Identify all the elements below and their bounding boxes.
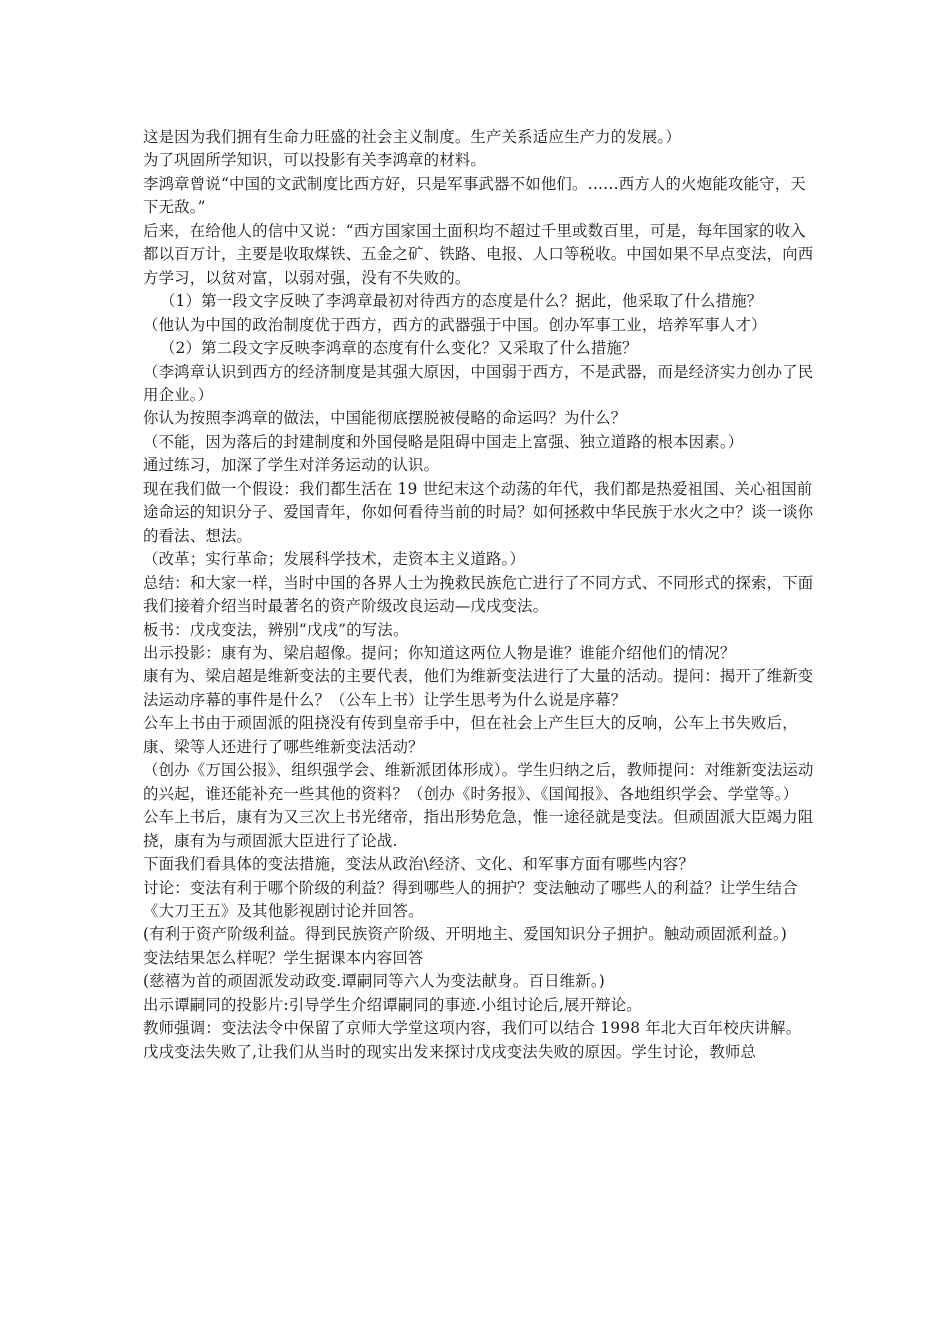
paragraph: 总结：和大家一样，当时中国的各界人士为挽救民族危亡进行了不同方式、不同形式的探索，下面我们接着介绍当时最著名的资产阶级改良运动—戊戌变法。 [143,573,814,616]
paragraph: （不能，因为落后的封建制度和外国侵略是阻碍中国走上富强、独立道路的根本因素。） [143,432,744,451]
paragraph: （改革；实行革命；发展科学技术，走资本主义道路。） [143,550,526,569]
paragraph: 讨论：变法有利于哪个阶级的利益？得到哪些人的拥护？变法触动了哪些人的利益？让学生结合《大刀王五》及其他影视剧讨论并回答。 [143,878,798,920]
paragraph: 公车上书后，康有为又三次上书光绪帝，指出形势危急，惟一途径就是变法。但顽固派大臣竭力阻挠，康有为与顽固派大臣进行了论战. [143,808,814,850]
paragraph: 戊戌变法失败了,让我们从当时的现实出发来探讨戊戌变法失败的原因。学生讨论，教师总 [143,1042,757,1061]
paragraph: 现在我们做一个假设：我们都生活在 19 世纪末这个动荡的年代，我们都是热爱祖国、关心祖国前途命运的知识分子、爱国青年，你如何看待当前的时局？如何拯救中华民族于水火之中？谈一谈你的看法、想法。 [143,479,814,545]
paragraph: 康有为、梁启超是维新变法的主要代表，他们为维新变法进行了大量的活动。提问：揭开了维新变法运动序幕的事件是什么？（公车上书）让学生思考为什么说是序幕？ [143,667,814,709]
paragraph: 后来，在给他人的信中又说：“西方国家国土面积均不超过千里或数百里，可是，每年国家的收入都以百万计，主要是收取煤铁、五金之矿、铁路、电报、人口等税收。中国如果不早点变法，向西方学习，以贫对富，以弱对强，没有不失败的。 [143,221,814,287]
answer-2: （李鸿章认识到西方的经济制度是其强大原因，中国弱于西方，不是武器，而是经济实力创办了民用企业。） [143,362,814,404]
paragraph: (有利于资产阶级利益。得到民族资产阶级、开明地主、爱国知识分子拥护。触动顽固派利益。) [143,925,787,944]
paragraph: 你认为按照李鸿章的做法，中国能彻底摆脱被侵略的命运吗？为什么？ [143,409,627,428]
paragraph: 出示谭嗣同的投影片:引导学生介绍谭嗣同的事迹.小组讨论后,展开辩论。 [143,995,642,1014]
paragraph: 李鸿章曾说“中国的文武制度比西方好，只是军事武器不如他们。……西方人的火炮能攻能守，天下无敌。” [143,174,806,217]
paragraph: 板书：戊戌变法，辨别“戊戌”的写法。 [143,620,409,639]
question-2: （2）第二段文字反映李鸿章的态度有什么变化？又采取了什么措施？ [159,339,638,358]
paragraph: 这是因为我们拥有生命力旺盛的社会主义制度。生产关系适应生产力的发展。） [143,128,681,146]
document-body [143,126,815,1064]
answer-1: （他认为中国的政治制度优于西方，西方的武器强于中国。创办军事工业，培养军事人才） [143,315,767,334]
paragraph: 下面我们看具体的变法措施，变法从政治\经济、文化、和军事方面有哪些内容？ [143,855,695,874]
paragraph: 通过练习，加深了学生对洋务运动的认识。 [143,456,440,475]
paragraph: 出示投影：康有为、梁启超像。提问；你知道这两位人物是谁？谁能介绍他们的情况？ [143,643,736,662]
paragraph: 变法结果怎么样呢？学生据课本内容回答 [143,948,424,967]
paragraph: 为了巩固所学知识，可以投影有关李鸿章的材料。 [143,151,486,170]
paragraph: （创办《万国公报》、组织强学会、维新派团体形成）。学生归纳之后，教师提问：对维新变法运动的兴起，谁还能补充一些其他的资料？（创办《时务报》、《国闻报》、各地组织学会、学堂等。） [143,761,814,803]
paragraph: (慈禧为首的顽固派发动政变.谭嗣同等六人为变法献身。百日维新。) [143,972,605,991]
paragraph: 教师强调：变法法令中保留了京师大学堂这项内容，我们可以结合 1998 年北大百年校庆讲解。 [143,1019,802,1038]
paragraph: 公车上书由于顽固派的阻挠没有传到皇帝手中，但在社会上产生巨大的反响，公车上书失败后，康、梁等人还进行了哪些维新变法活动？ [143,714,798,756]
question-1: （1）第一段文字反映了李鸿章最初对待西方的态度是什么？据此，他采取了什么措施？ [159,292,763,311]
